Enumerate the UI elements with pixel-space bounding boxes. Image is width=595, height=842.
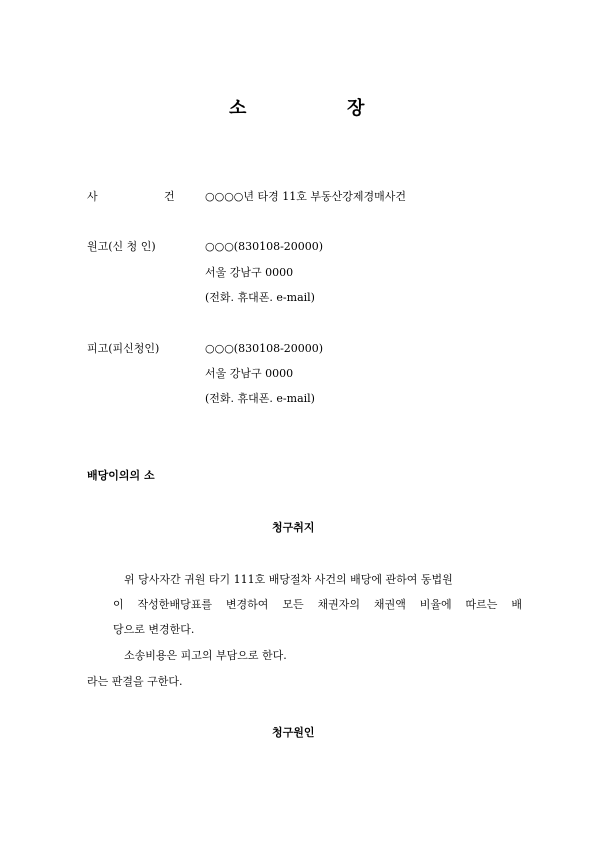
- claim-purpose-line-3: 당으로 변경한다.: [113, 623, 195, 636]
- plaintiff-name: ○○○(830108-20000): [205, 240, 324, 253]
- case-label-right: 건: [164, 190, 175, 203]
- case-label-left: 사: [87, 190, 98, 203]
- defendant-label: 피고(피신청인): [87, 342, 160, 355]
- claim-purpose-line-1: 위 당사자간 귀원 타기 111호 배당절차 사건의 배당에 관하여 동법원: [124, 573, 453, 586]
- defendant-name: ○○○(830108-20000): [205, 342, 324, 355]
- claim-purpose-heading: 청구취지: [272, 521, 315, 534]
- plaintiff-address: 서울 강남구 0000: [205, 266, 294, 279]
- case-value: ○○○○년 타경 11호 부동산강제경매사건: [205, 190, 407, 203]
- defendant-address: 서울 강남구 0000: [205, 367, 294, 380]
- suit-type: 배당이의의 소: [87, 469, 155, 482]
- claim-purpose-line-5: 라는 판결을 구한다.: [87, 675, 183, 688]
- plaintiff-contact: (전화. 휴대폰. e-mail): [205, 291, 315, 304]
- document-title-right: 장: [347, 98, 365, 119]
- claim-purpose-line-4: 소송비용은 피고의 부담으로 한다.: [124, 649, 287, 662]
- plaintiff-label: 원고(신 청 인): [87, 240, 156, 253]
- claim-cause-heading: 청구원인: [272, 726, 315, 739]
- defendant-contact: (전화. 휴대폰. e-mail): [205, 392, 315, 405]
- claim-purpose-line-2: 이 작성한배당표를 변경하여 모든 채권자의 채권액 비율에 따르는 배: [113, 598, 522, 611]
- document-title-left: 소: [229, 98, 247, 119]
